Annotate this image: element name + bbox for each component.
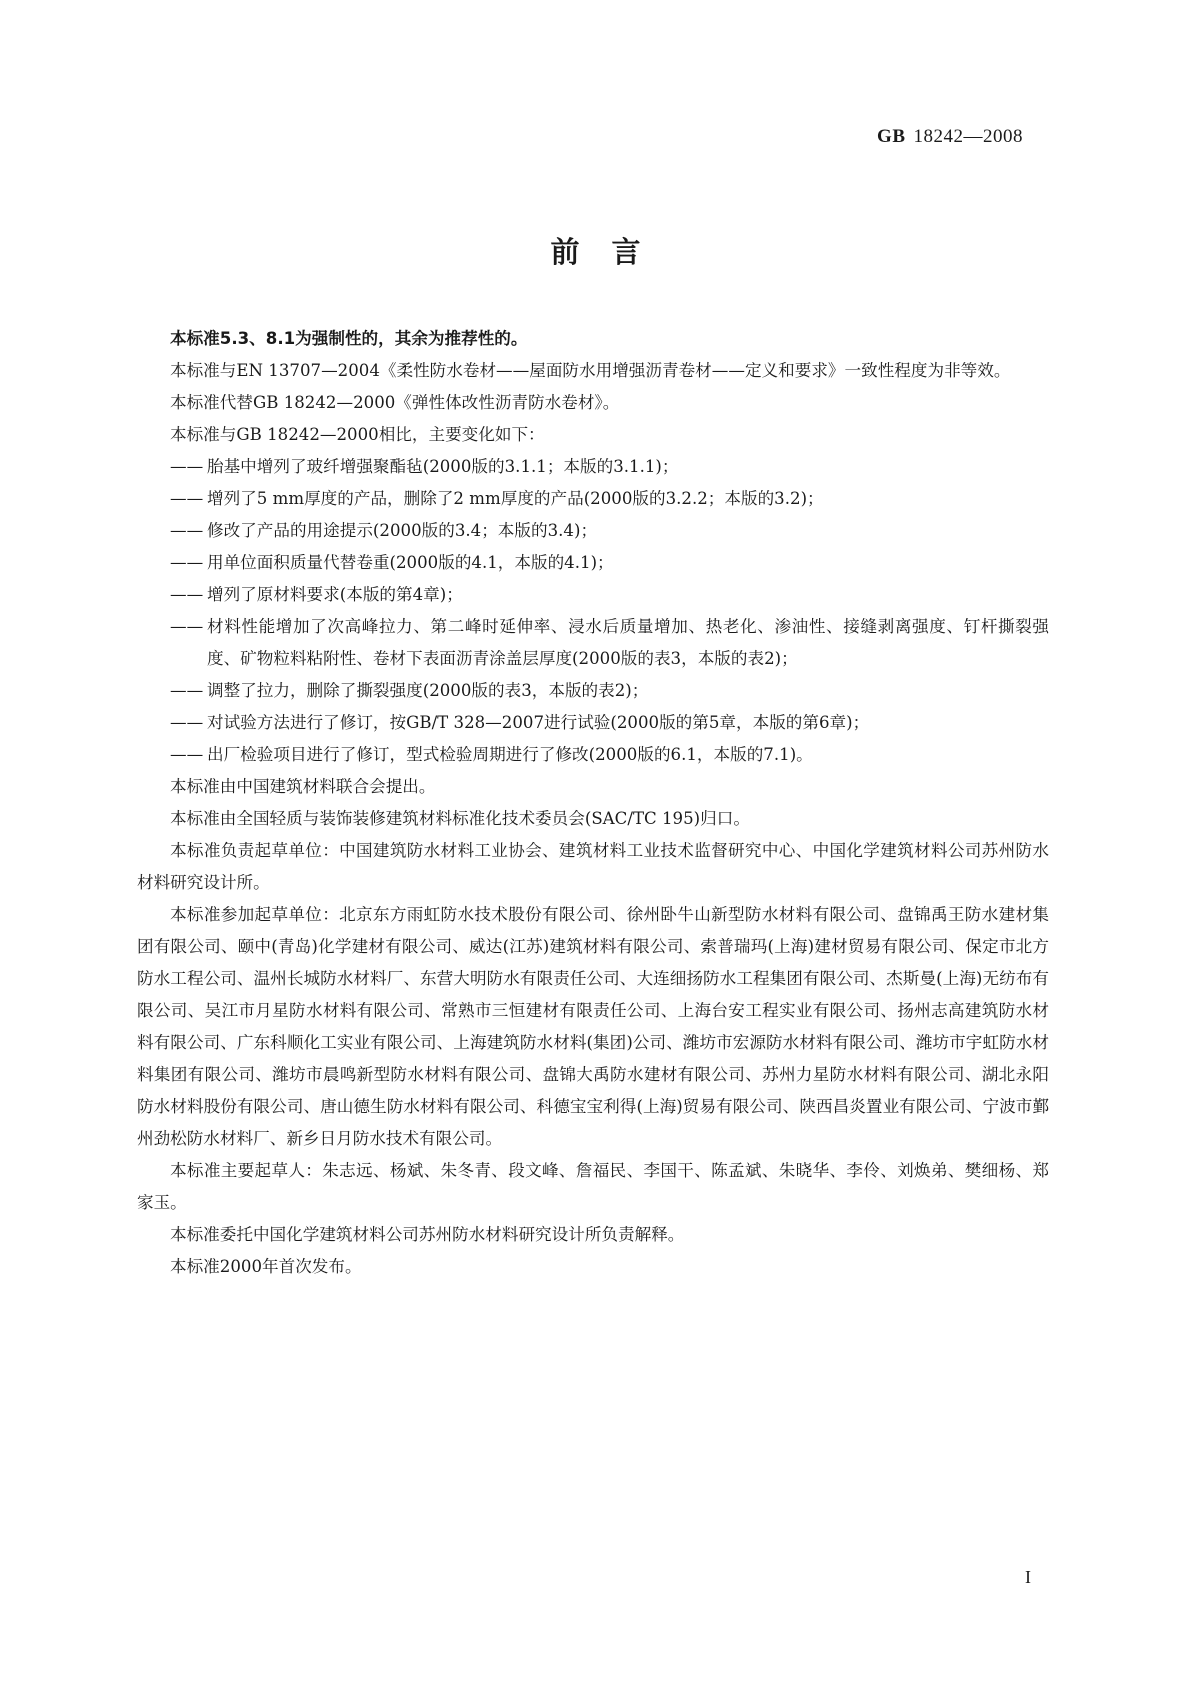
dash-mark: —— (170, 457, 204, 476)
mandatory-clause: 本标准5.3、8.1为强制性的，其余为推荐性的。 (170, 329, 528, 348)
dash-mark: —— (170, 521, 204, 540)
change-item-text: 用单位面积质量代替卷重(2000版的4.1，本版的4.1)； (207, 553, 614, 572)
change-item-text: 对试验方法进行了修订，按GB/T 328—2007进行试验(2000版的第5章，本版的第6章)； (207, 713, 870, 732)
proposed-by-paragraph: 本标准由中国建筑材料联合会提出。 (170, 777, 436, 796)
change-item (137, 515, 1049, 547)
replaces-paragraph: 本标准代替GB 18242—2000《弹性体改性沥青防水卷材》。 (170, 393, 620, 412)
foreword-body (137, 323, 1049, 1283)
change-item-text: 修改了产品的用途提示(2000版的3.4；本版的3.4)； (207, 521, 598, 540)
change-item (137, 483, 1049, 515)
dash-mark: —— (170, 745, 204, 764)
change-item (137, 579, 1049, 611)
change-item (137, 451, 1049, 483)
change-item (137, 547, 1049, 579)
page-number: I (1025, 1567, 1031, 1587)
dash-mark: —— (170, 553, 204, 572)
change-item-text: 增列了5 mm厚度的产品，删除了2 mm厚度的产品(2000版的3.2.2；本版的3.2)； (207, 489, 824, 508)
participating-units-paragraph: 本标准参加起草单位：北京东方雨虹防水技术股份有限公司、徐州卧牛山新型防水材料有限公司、盘锦禹王防水建材集团有限公司、颐中(青岛)化学建材有限公司、威达(江苏)建筑材料有限公司、索普瑞玛(上海)建材贸易有限公司、保定市北方防水工程公司、温州长城防水材料厂、东营大明防水有限责任公司、大连细扬防水工程集团有限公司、杰斯曼(上海)无纺布有限公司、吴江市月星防水材料有限公司、常熟市三恒建材有限责任公司、上海台安工程实业有限公司、扬州志高建筑防水材料有限公司、广东科顺化工实业有限公司、上海建筑防水材料(集团)公司、潍坊市宏源防水材料有限公司、潍坊市宇虹防水材料集团有限公司、潍坊市晨鸣新型防水材料有限公司、盘锦大禹防水建材有限公司、苏州力星防水材料有限公司、湖北永阳防水材料股份有限公司、唐山德生防水材料有限公司、科德宝宝利得(上海)贸易有限公司、陕西昌炎置业有限公司、宁波市鄞州劲松防水材料厂、新乡日月防水技术有限公司。 (137, 905, 1049, 1148)
change-item-text: 调整了拉力，删除了撕裂强度(2000版的表3，本版的表2)； (207, 681, 649, 700)
dash-mark: —— (170, 617, 204, 636)
centralized-by-paragraph: 本标准由全国轻质与装饰装修建筑材料标准化技术委员会(SAC/TC 195)归口。 (170, 809, 750, 828)
standard-prefix: GB (877, 126, 906, 147)
change-item-text: 增列了原材料要求(本版的第4章)； (207, 585, 463, 604)
standard-number (877, 126, 1023, 148)
changes-intro: 本标准与GB 18242—2000相比，主要变化如下： (170, 425, 545, 444)
change-item (137, 675, 1049, 707)
change-item-text: 胎基中增列了玻纤增强聚酯毡(2000版的3.1.1；本版的3.1.1)； (207, 457, 679, 476)
change-item (137, 707, 1049, 739)
change-item (137, 611, 1049, 675)
responsible-units-paragraph: 本标准负责起草单位：中国建筑防水材料工业协会、建筑材料工业技术监督研究中心、中国化学建筑材料公司苏州防水材料研究设计所。 (137, 841, 1049, 892)
changes-list (137, 451, 1049, 771)
first-issue-paragraph: 本标准2000年首次发布。 (170, 1257, 362, 1276)
en-relation-paragraph: 本标准与EN 13707—2004《柔性防水卷材——屋面防水用增强沥青卷材——定义和要求》一致性程度为非等效。 (170, 361, 1011, 380)
interpretation-paragraph: 本标准委托中国化学建筑材料公司苏州防水材料研究设计所负责解释。 (170, 1225, 685, 1244)
change-item-text: 出厂检验项目进行了修订，型式检验周期进行了修改(2000版的6.1，本版的7.1)。 (207, 745, 813, 764)
standard-code: 18242—2008 (913, 126, 1023, 147)
main-drafters-paragraph: 本标准主要起草人：朱志远、杨斌、朱冬青、段文峰、詹福民、李国干、陈孟斌、朱晓华、李伶、刘焕弟、樊细杨、郑家玉。 (137, 1161, 1049, 1212)
dash-mark: —— (170, 585, 204, 604)
change-item (137, 739, 1049, 771)
page-title: 前言 (550, 235, 673, 269)
dash-mark: —— (170, 713, 204, 732)
change-item-text: 材料性能增加了次高峰拉力、第二峰时延伸率、浸水后质量增加、热老化、渗油性、接缝剥离强度、钉杆撕裂强度、矿物粒料粘附性、卷材下表面沥青涂盖层厚度(2000版的表3，本版的表2)； (207, 617, 1049, 668)
dash-mark: —— (170, 489, 204, 508)
dash-mark: —— (170, 681, 204, 700)
